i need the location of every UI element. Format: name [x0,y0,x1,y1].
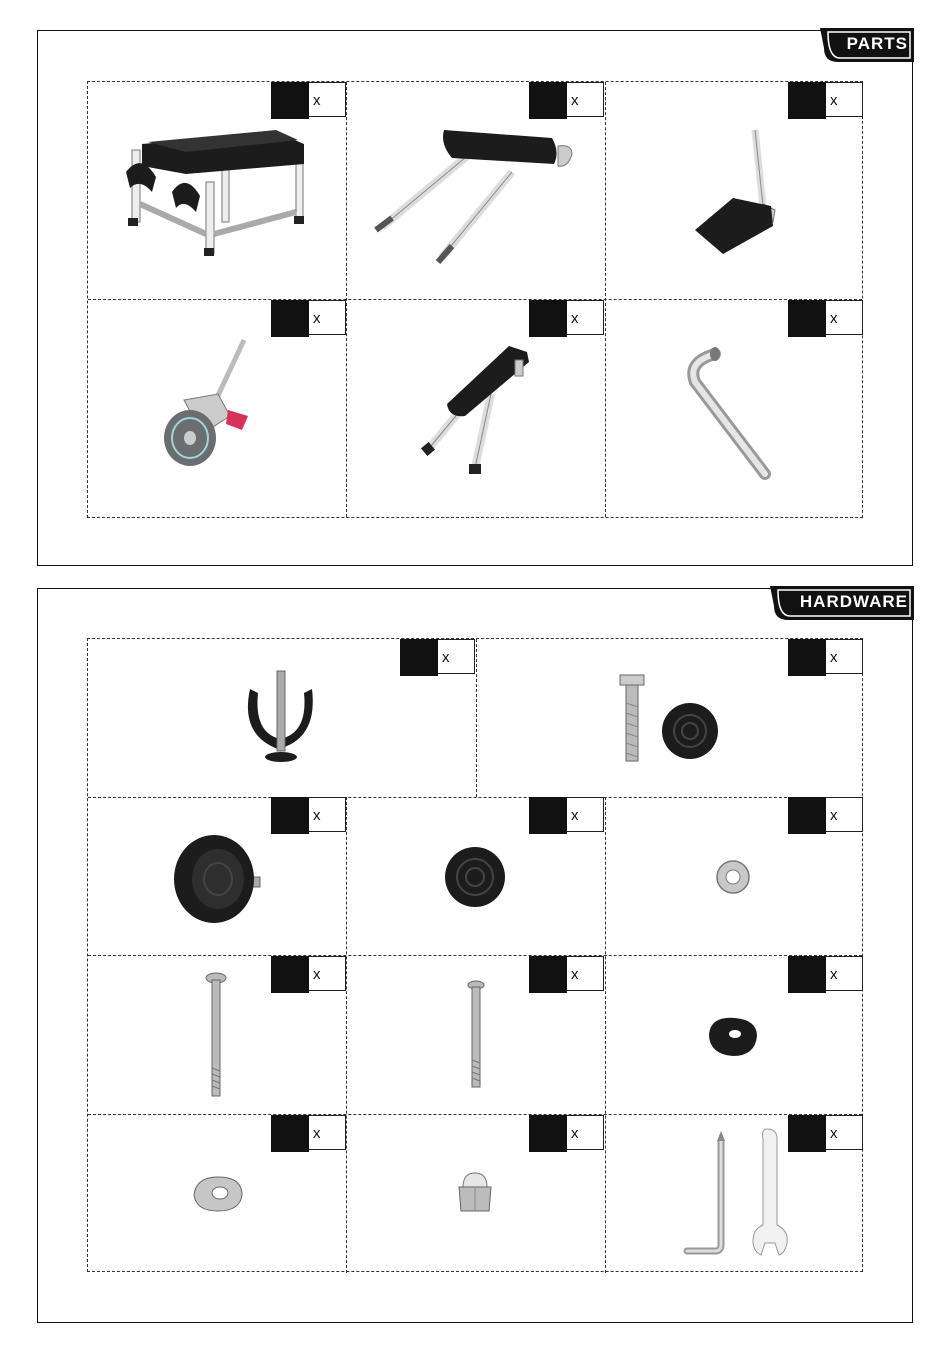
part-cell-commode-frame [88,82,346,299]
parts-tab [818,29,914,61]
curved-washer-illustration [192,1173,244,1213]
quantity-label: x [826,797,863,832]
part-cell-armrest [347,300,604,517]
long-bolt-illustration [204,972,228,1098]
quantity-label: x [309,797,346,832]
quantity-box [529,300,604,337]
medium-bolt-illustration [465,980,487,1090]
hw-cell-rubber-spacer [605,956,863,1114]
hw-cell-cap-nut [347,1115,604,1272]
hw-cell-long-bolt [88,956,346,1114]
quantity-box [788,956,863,993]
cap-nut-illustration [457,1171,493,1215]
quantity-label: x [309,1115,346,1150]
quantity-box [271,300,346,337]
armrest-illustration [417,340,537,480]
seat-legs-illustration [372,122,582,267]
quantity-label: x [309,300,346,335]
quantity-box [788,639,863,676]
part-cell-seat-legs [347,82,604,299]
hw-cell-medium-bolt [347,956,604,1114]
quantity-label: x [826,956,863,991]
quantity-box [788,82,863,119]
quantity-label: x [438,639,475,674]
large-knob-illustration [170,823,270,933]
quantity-box [400,639,475,676]
quantity-box [271,956,346,993]
hw-cell-bolt-knob [476,639,863,796]
hw-cell-curved-washer [88,1115,346,1272]
quantity-label: x [309,82,346,117]
quantity-label: x [567,1115,604,1150]
quantity-box [529,956,604,993]
u-clip-bolt-illustration [238,669,328,769]
hw-cell-large-knob [88,797,346,955]
quantity-label: x [826,300,863,335]
quantity-box [271,1115,346,1152]
caster-illustration [158,338,258,468]
quantity-box [788,797,863,834]
footrest-illustration [693,126,783,256]
quantity-label: x [567,300,604,335]
quantity-label: x [567,956,604,991]
hw-cell-tools [605,1115,863,1272]
washer-illustration [715,859,751,895]
hw-cell-washer [605,797,863,955]
quantity-box [529,1115,604,1152]
quantity-label: x [567,82,604,117]
hw-cell-u-clip-bolt [88,639,475,796]
rubber-spacer-illustration [705,1014,761,1060]
bolt-knob-illustration [616,673,726,769]
quantity-label: x [567,797,604,832]
quantity-label: x [309,956,346,991]
hardware-title: HARDWARE [799,592,908,611]
quantity-label: x [826,639,863,674]
quantity-box [788,300,863,337]
quantity-box [271,82,346,119]
tools-illustration [681,1127,801,1267]
part-cell-footrest [605,82,863,299]
hardware-tab [768,587,914,619]
parts-title: PARTS [846,34,908,53]
part-cell-caster [88,300,346,517]
quantity-box [271,797,346,834]
bent-tube-illustration [675,342,785,482]
hw-cell-small-knob [347,797,604,955]
quantity-label: x [826,82,863,117]
part-cell-bent-tube [605,300,863,517]
commode-frame-illustration [126,122,316,257]
quantity-box [529,797,604,834]
quantity-box [529,82,604,119]
small-knob-illustration [443,845,507,909]
quantity-label: x [826,1115,863,1150]
